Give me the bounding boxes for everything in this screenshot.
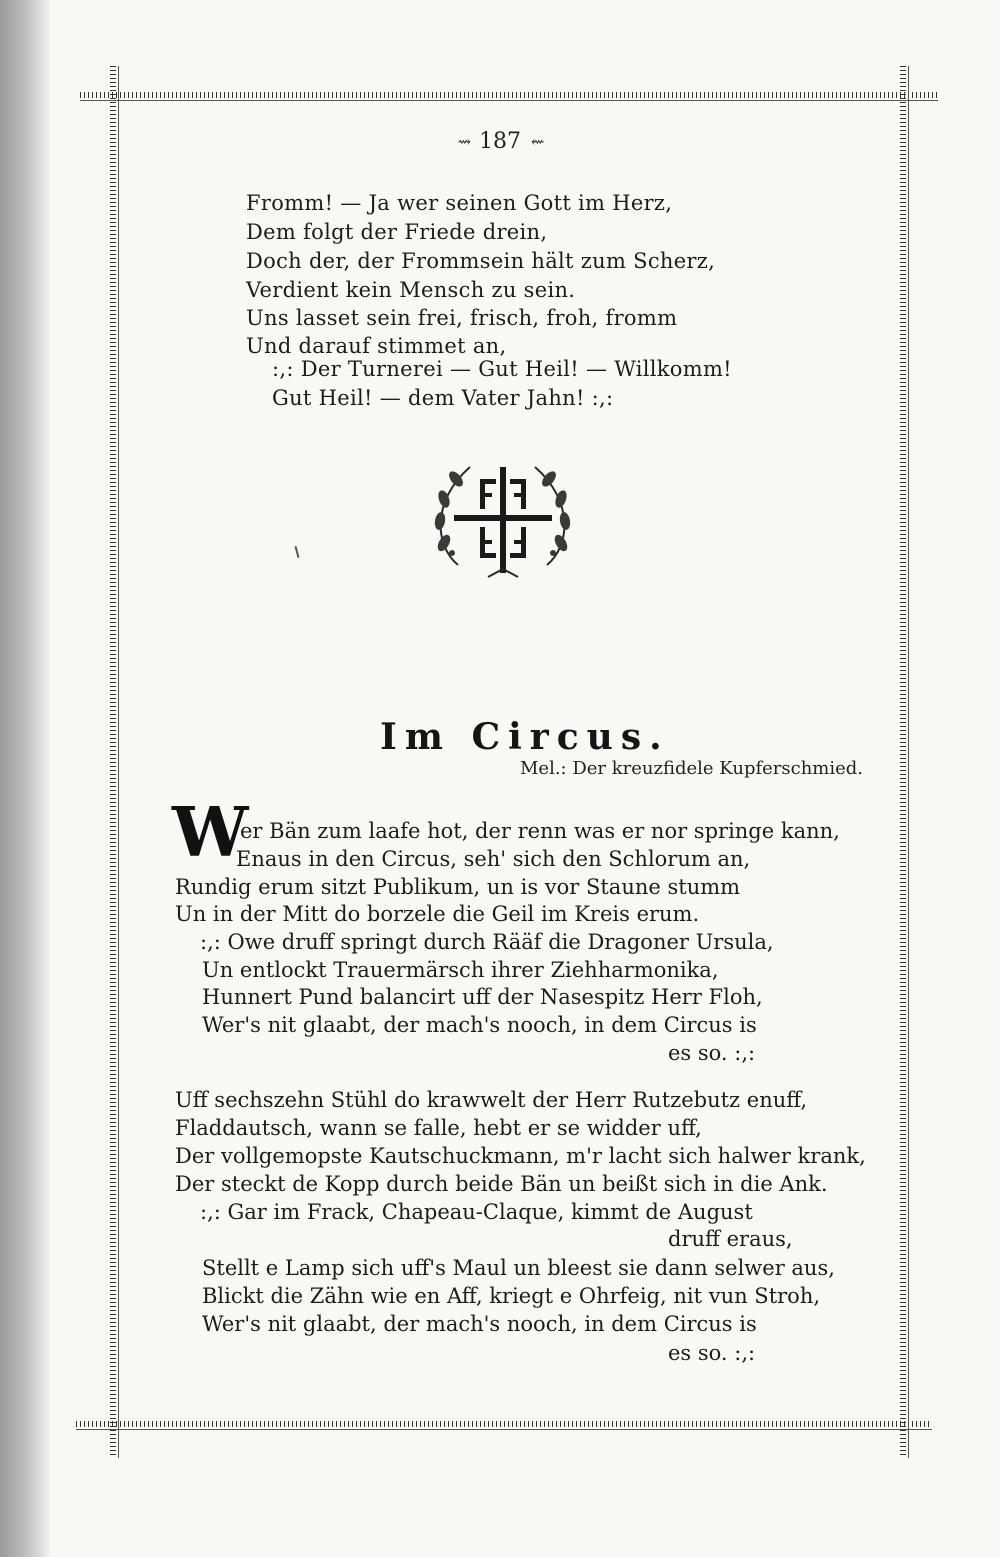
frame-bottom-rule bbox=[76, 1421, 932, 1427]
stanza1-line: Hunnert Pund balancirt uff der Nasespitz Herr Floh, bbox=[202, 985, 763, 1009]
page-number: 187 bbox=[479, 128, 521, 154]
stanza1-line: Wer's nit glaabt, der mach's nooch, in dem Circus is bbox=[202, 1013, 757, 1037]
stanza1-line: Un entlockt Trauermärsch ihrer Ziehharmonika, bbox=[202, 958, 719, 982]
poem2-title: Im Circus. bbox=[380, 716, 670, 758]
stanza2-line: Fladdautsch, wann se falle, hebt er se widder uff, bbox=[175, 1116, 702, 1140]
turnerkreuz-emblem-icon bbox=[430, 455, 575, 585]
poem1-line: Und darauf stimmet an, bbox=[246, 334, 507, 358]
frame-top-rule bbox=[80, 92, 938, 98]
poem1-line: Gut Heil! — dem Vater Jahn! :,: bbox=[272, 386, 614, 410]
stanza1-line: es so. :,: bbox=[668, 1041, 756, 1065]
stanza1-line: er Bän zum laafe hot, der renn was er nor springe kann, bbox=[240, 819, 840, 843]
poem1-line: Fromm! — Ja wer seinen Gott im Herz, bbox=[246, 191, 673, 215]
stanza1-line: Rundig erum sitzt Publikum, un is vor Staune stumm bbox=[175, 875, 741, 899]
stanza1-line: Enaus in den Circus, seh' sich den Schlorum an, bbox=[236, 847, 751, 871]
poem1-line: Verdient kein Mensch zu sein. bbox=[246, 278, 576, 302]
stanza2-line: Der steckt de Kopp durch beide Bän un beißt sich in die Ank. bbox=[175, 1172, 828, 1196]
ornament-right-icon: ⇜ bbox=[531, 131, 543, 151]
stanza2-line: druff eraus, bbox=[668, 1227, 793, 1251]
stanza2-line: Wer's nit glaabt, der mach's nooch, in dem Circus is bbox=[202, 1312, 757, 1336]
drop-cap: W bbox=[172, 793, 249, 873]
ornament-left-icon: ⇝ bbox=[457, 131, 469, 151]
stanza2-line: es so. :,: bbox=[668, 1341, 756, 1365]
stanza2-line: Blickt die Zähn wie en Aff, kriegt e Ohrfeig, nit vun Stroh, bbox=[202, 1284, 821, 1308]
poem2-melody: Mel.: Der kreuzfidele Kupferschmied. bbox=[520, 758, 864, 779]
stanza2-line: Uff sechszehn Stühl do krawwelt der Herr Rutzebutz enuff, bbox=[175, 1088, 808, 1112]
stanza1-line: :,: Owe druff springt durch Rääf die Dragoner Ursula, bbox=[200, 930, 774, 954]
poem1-line: Doch der, der Frommsein hält zum Scherz, bbox=[246, 249, 716, 273]
stanza2-line: :,: Gar im Frack, Chapeau-Claque, kimmt de August bbox=[200, 1200, 753, 1224]
stanza1-line: Un in der Mitt do borzele die Geil im Kreis erum. bbox=[175, 902, 700, 926]
poem1-line: Uns lasset sein frei, frisch, froh, fromm bbox=[246, 306, 678, 330]
page-header bbox=[380, 126, 620, 156]
poem1-line: Dem folgt der Friede drein, bbox=[246, 220, 548, 244]
stanza2-line: Der vollgemopste Kautschuckmann, m'r lacht sich halwer krank, bbox=[175, 1144, 866, 1168]
poem1-line: :,: Der Turnerei — Gut Heil! — Willkomm! bbox=[272, 357, 732, 381]
book-gutter-shadow bbox=[0, 0, 50, 1557]
frame-left-rule bbox=[110, 66, 116, 1458]
stanza2-line: Stellt e Lamp sich uff's Maul un bleest sie dann selwer aus, bbox=[202, 1256, 835, 1280]
frame-right-rule bbox=[900, 66, 906, 1458]
